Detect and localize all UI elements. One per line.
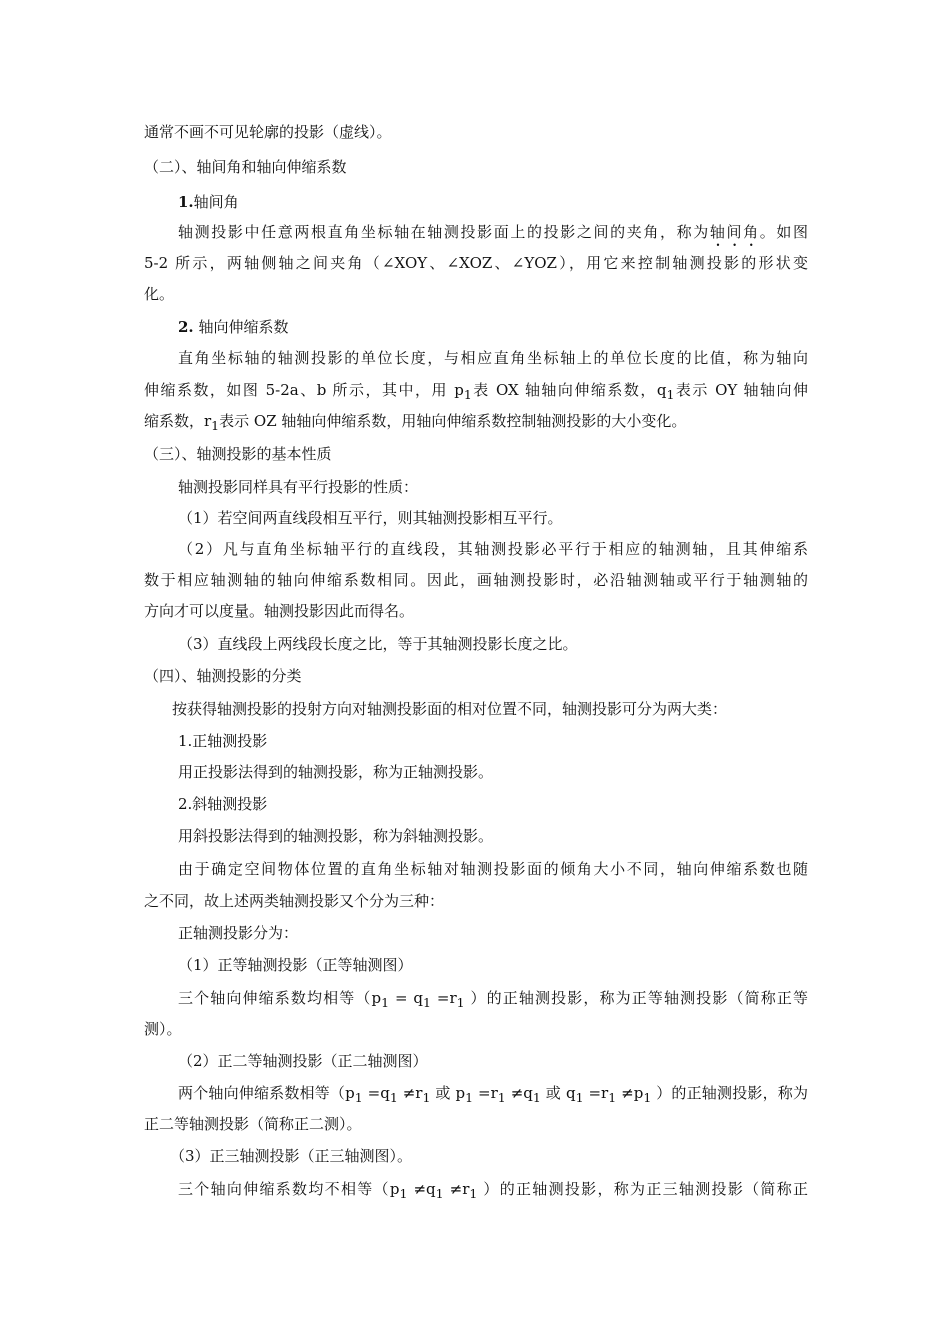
section-heading-3: （三）、轴测投影的基本性质 (144, 445, 332, 463)
subheading-orthographic: 1.正轴测投影 (178, 732, 268, 750)
list-item: （1）正等轴测投影（正等轴测图） (178, 956, 413, 974)
paragraph-line: 伸缩系数，如图 5-2a、b 所示，其中，用 $p_1$表 OX 轴轴向伸缩系数，$q_1$表示 OY 轴轴向伸 (144, 381, 808, 402)
paragraph-line: 用斜投影法得到的轴测投影，称为斜轴测投影。 (178, 827, 494, 845)
emphasis-term: 轴间角 (709, 223, 760, 241)
paragraph-line: 按获得轴测投影的投射方向对轴测投影面的相对位置不同，轴测投影可分为两大类： (172, 700, 728, 718)
paragraph-line: 由于确定空间物体位置的直角坐标轴对轴测投影面的倾角大小不同，轴向伸缩系数也随 (178, 860, 808, 878)
section-heading-4: （四）、轴测投影的分类 (144, 667, 302, 685)
paragraph-line: 化。 (144, 285, 175, 303)
paragraph-line: 轴测投影同样具有平行投影的性质： (178, 478, 419, 496)
list-item: （2）凡与直角坐标轴平行的直线段，其轴测投影必平行于相应的轴测轴，且其伸缩系 (178, 540, 808, 558)
paragraph-line: 通常不画不可见轮廓的投影（虚线）。 (144, 123, 392, 141)
list-item: （2）正二等轴测投影（正二轴测图） (178, 1052, 428, 1070)
subheading-scale-factor: 2. 轴向伸缩系数 (178, 318, 289, 336)
paragraph-line: 5-2 所示，两轴侧轴之间夹角（∠XOY、∠XOZ、∠YOZ），用它来控制轴测投影的形状变 (144, 254, 808, 272)
paragraph-line: 直角坐标轴的轴测投影的单位长度，与相应直角坐标轴上的单位长度的比值，称为轴向 (178, 349, 808, 367)
paragraph-line: 缩系数，$r_1$表示 OZ 轴轴向伸缩系数，用轴向伸缩系数控制轴测投影的大小变化。 (144, 412, 687, 433)
paragraph-line: 三个轴向伸缩系数均不相等（$p_1 \ne q_1 \ne r_1$ ）的正轴测投影，称为正三轴测投影（简称正 (178, 1180, 808, 1201)
section-heading-2: （二）、轴间角和轴向伸缩系数 (144, 158, 347, 176)
paragraph-line: 测）。 (144, 1020, 182, 1038)
list-item: （3）正三轴测投影（正三轴测图）。 (170, 1147, 413, 1165)
paragraph-line: 轴测投影中任意两根直角坐标轴在轴测投影面上的投影之间的夹角，称为轴间角。如图 (178, 223, 808, 241)
subheading-oblique: 2.斜轴测投影 (178, 795, 268, 813)
paragraph-line: 三个轴向伸缩系数均相等（$p_1 = q_1 =r_1$ ）的正轴测投影，称为正等轴测投影（简称正等 (178, 989, 808, 1010)
paragraph-line: 正二等轴测投影（简称正二测）。 (144, 1115, 362, 1133)
list-item: （1）若空间两直线段相互平行，则其轴测投影相互平行。 (178, 509, 563, 527)
paragraph-line: 之不同，故上述两类轴测投影又个分为三种： (144, 892, 445, 910)
list-item: （3）直线段上两线段长度之比，等于其轴测投影长度之比。 (178, 635, 578, 653)
paragraph-line: 用正投影法得到的轴测投影，称为正轴测投影。 (178, 763, 494, 781)
paragraph-line: 两个轴向伸缩系数相等（$p_1 =q_1 \ne r_1$ 或 $p_1 =r_1 \ne q_1$ 或 $q_1 =r_1 \ne p_1$ ）的正轴测投影，称为 (178, 1084, 808, 1105)
subheading-axis-angle: 1.轴间角 (178, 193, 239, 211)
paragraph-line: 数于相应轴测轴的轴向伸缩系数相同。因此，画轴测投影时，必沿轴测轴或平行于轴测轴的 (144, 571, 808, 589)
paragraph-line: 方向才可以度量。轴测投影因此而得名。 (144, 602, 415, 620)
paragraph-line: 正轴测投影分为： (178, 924, 299, 942)
